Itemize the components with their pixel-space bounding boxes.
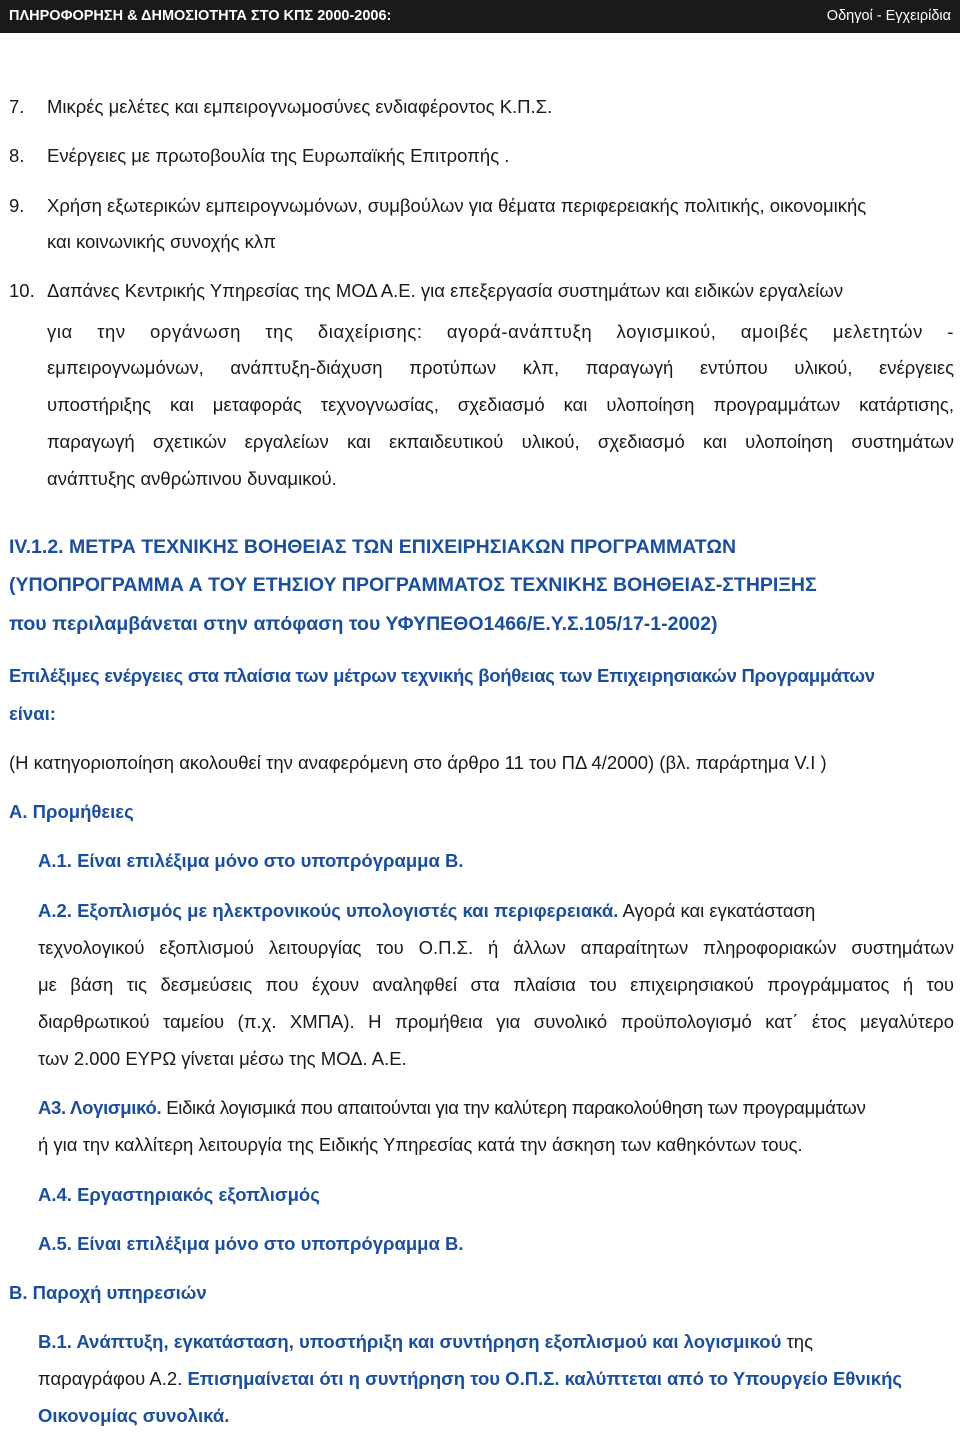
item-b1-note-line: Οικονομίας συνολικά. bbox=[38, 1405, 230, 1426]
item-a2-line: των 2.000 ΕΥΡΩ γίνεται μέσω της ΜΟΔ. Α.Ε. bbox=[38, 1048, 407, 1069]
item-number: 9. bbox=[9, 195, 25, 216]
header-section: Οδηγοί - Εγχειρίδια bbox=[826, 8, 951, 24]
item-a1: Α.1. Είναι επιλέξιμα μόνο στο υποπρόγραμμα Β. bbox=[38, 850, 464, 871]
item-number: 10. bbox=[9, 280, 35, 301]
item-b1-heading: Β.1. Ανάπτυξη, εγκατάσταση, υποστήριξη και συντήρηση εξοπλισμού και λογισμικού bbox=[38, 1331, 782, 1352]
item-10-line: για την οργάνωση της διαχείρισης: αγορά-ανάπτυξη λογισμικού, αμοιβές μελετητών - bbox=[47, 321, 954, 342]
list-item-8 bbox=[9, 145, 509, 167]
item-a2 bbox=[38, 900, 815, 922]
section-heading: IV.1.2. ΜΕΤΡΑ ΤΕΧΝΙΚΗΣ ΒΟΗΘΕΙΑΣ ΤΩΝ ΕΠΙΧΕΙΡΗΣΙΑΚΩΝ ΠΡΟΓΡΑΜΜΑΤΩΝ bbox=[9, 536, 737, 558]
item-b1-plain: παραγράφου Α.2. bbox=[38, 1368, 188, 1389]
item-b1-note: Επισημαίνεται ότι η συντήρηση του Ο.Π.Σ. καλύπτεται από το Υπουργείο Εθνικής bbox=[187, 1368, 903, 1389]
item-a2-line: διαρθρωτικού ταμείου (π.χ. ΧΜΠΑ). Η προμήθεια για συνολικό προϋπολογισμό κατ΄ έτος μεγαλύτερο bbox=[38, 1011, 954, 1032]
item-a2-lead: Αγορά και εγκατάσταση bbox=[618, 900, 816, 921]
list-item-9 bbox=[9, 195, 866, 217]
item-a2-line: με βάση τις δεσμεύσεις που έχουν αναληφθεί στα πλαίσια του επιχειρησιακού προγράμματος ή του bbox=[38, 974, 954, 995]
item-text: Ενέργειες με πρωτοβουλία της Ευρωπαϊκής Επιτροπής . bbox=[47, 145, 510, 166]
classification-note: (Η κατηγοριοποίηση ακολουθεί την αναφερόμενη στο άρθρο 11 του ΠΔ 4/2000) (βλ. παράρτημα V.I ) bbox=[9, 752, 827, 773]
item-b1-line bbox=[38, 1368, 902, 1390]
list-item-7 bbox=[9, 96, 552, 118]
item-text: Χρήση εξωτερικών εμπειρογνωμόνων, συμβούλων για θέματα περιφερειακής πολιτικής, οικονομικής bbox=[47, 195, 867, 216]
eligible-intro: Επιλέξιμες ενέργειες στα πλαίσια των μέτρων τεχνικής βοήθειας των Επιχειρησιακών Προγραμμάτων bbox=[9, 665, 875, 686]
list-item-9-continued: και κοινωνικής συνοχής κλπ bbox=[47, 231, 276, 252]
item-text: Δαπάνες Κεντρικής Υπηρεσίας της ΜΟΔ Α.Ε. για επεξεργασία συστημάτων και ειδικών εργαλείων bbox=[47, 280, 844, 301]
item-10-line: υποστήριξης και μεταφοράς τεχνογνωσίας, σχεδιασμό και υλοποίηση προγραμμάτων κατάρτισης, bbox=[47, 394, 954, 415]
item-a3-line: ή για την καλλίτερη λειτουργία της Ειδικής Υπηρεσίας κατά την άσκηση των καθηκόντων τους. bbox=[38, 1134, 803, 1155]
item-10-line: ανάπτυξης ανθρώπινου δυναμικού. bbox=[47, 468, 337, 489]
item-b1-tail: της bbox=[781, 1331, 813, 1352]
section-heading-line: (ΥΠΟΠΡΟΓΡΑΜΜΑ Α ΤΟΥ ΕΤΗΣΙΟΥ ΠΡΟΓΡΑΜΜΑΤΟΣ ΤΕΧΝΙΚΗΣ ΒΟΗΘΕΙΑΣ-ΣΤΗΡΙΞΗΣ bbox=[9, 574, 817, 596]
item-a3 bbox=[38, 1097, 866, 1119]
item-a5: Α.5. Είναι επιλέξιμα μόνο στο υποπρόγραμμα Β. bbox=[38, 1233, 464, 1254]
item-a2-heading: Α.2. Εξοπλισμός με ηλεκτρονικούς υπολογιστές και περιφερειακά. bbox=[38, 900, 619, 921]
group-b-title: Β. Παροχή υπηρεσιών bbox=[9, 1282, 207, 1303]
section-heading-line: που περιλαμβάνεται στην απόφαση του ΥΦΥΠΕΘΟ1466/Ε.Υ.Σ.105/17-1-2002) bbox=[9, 613, 718, 635]
item-10-line: εμπειρογνωμόνων, ανάπτυξη-διάχυση προτύπων κλπ, παραγωγή εντύπου υλικού, ενέργειες bbox=[47, 357, 954, 378]
item-a3-heading: Α3. Λογισμικό. bbox=[38, 1097, 162, 1118]
item-b1 bbox=[38, 1331, 813, 1353]
item-a2-line: τεχνολογικού εξοπλισμού λειτουργίας του Ο.Π.Σ. ή άλλων απαραίτητων πληροφοριακών συστημάτων bbox=[38, 937, 954, 958]
item-10-line: παραγωγή σχετικών εργαλείων και εκπαιδευτικού υλικού, σχεδιασμό και υλοποίηση συστημάτων bbox=[47, 431, 954, 452]
item-a3-lead: Ειδικά λογισμικά που απαιτούνται για την καλύτερη παρακολούθηση των προγραμμάτων bbox=[161, 1097, 866, 1118]
item-number: 8. bbox=[9, 145, 25, 166]
page-header bbox=[0, 0, 960, 33]
eligible-intro-line: είναι: bbox=[9, 703, 56, 724]
group-a-title: Α. Προμήθειες bbox=[9, 801, 134, 822]
item-a4: Α.4. Εργαστηριακός εξοπλισμός bbox=[38, 1184, 320, 1205]
list-item-10 bbox=[9, 280, 843, 302]
item-text: Μικρές μελέτες και εμπειρογνωμοσύνες ενδιαφέροντος Κ.Π.Σ. bbox=[47, 96, 553, 117]
header-title: ΠΛΗΡΟΦΟΡΗΣΗ & ΔΗΜΟΣΙΟΤΗΤΑ ΣΤΟ ΚΠΣ 2000-2006: bbox=[9, 8, 392, 24]
item-number: 7. bbox=[9, 96, 25, 117]
